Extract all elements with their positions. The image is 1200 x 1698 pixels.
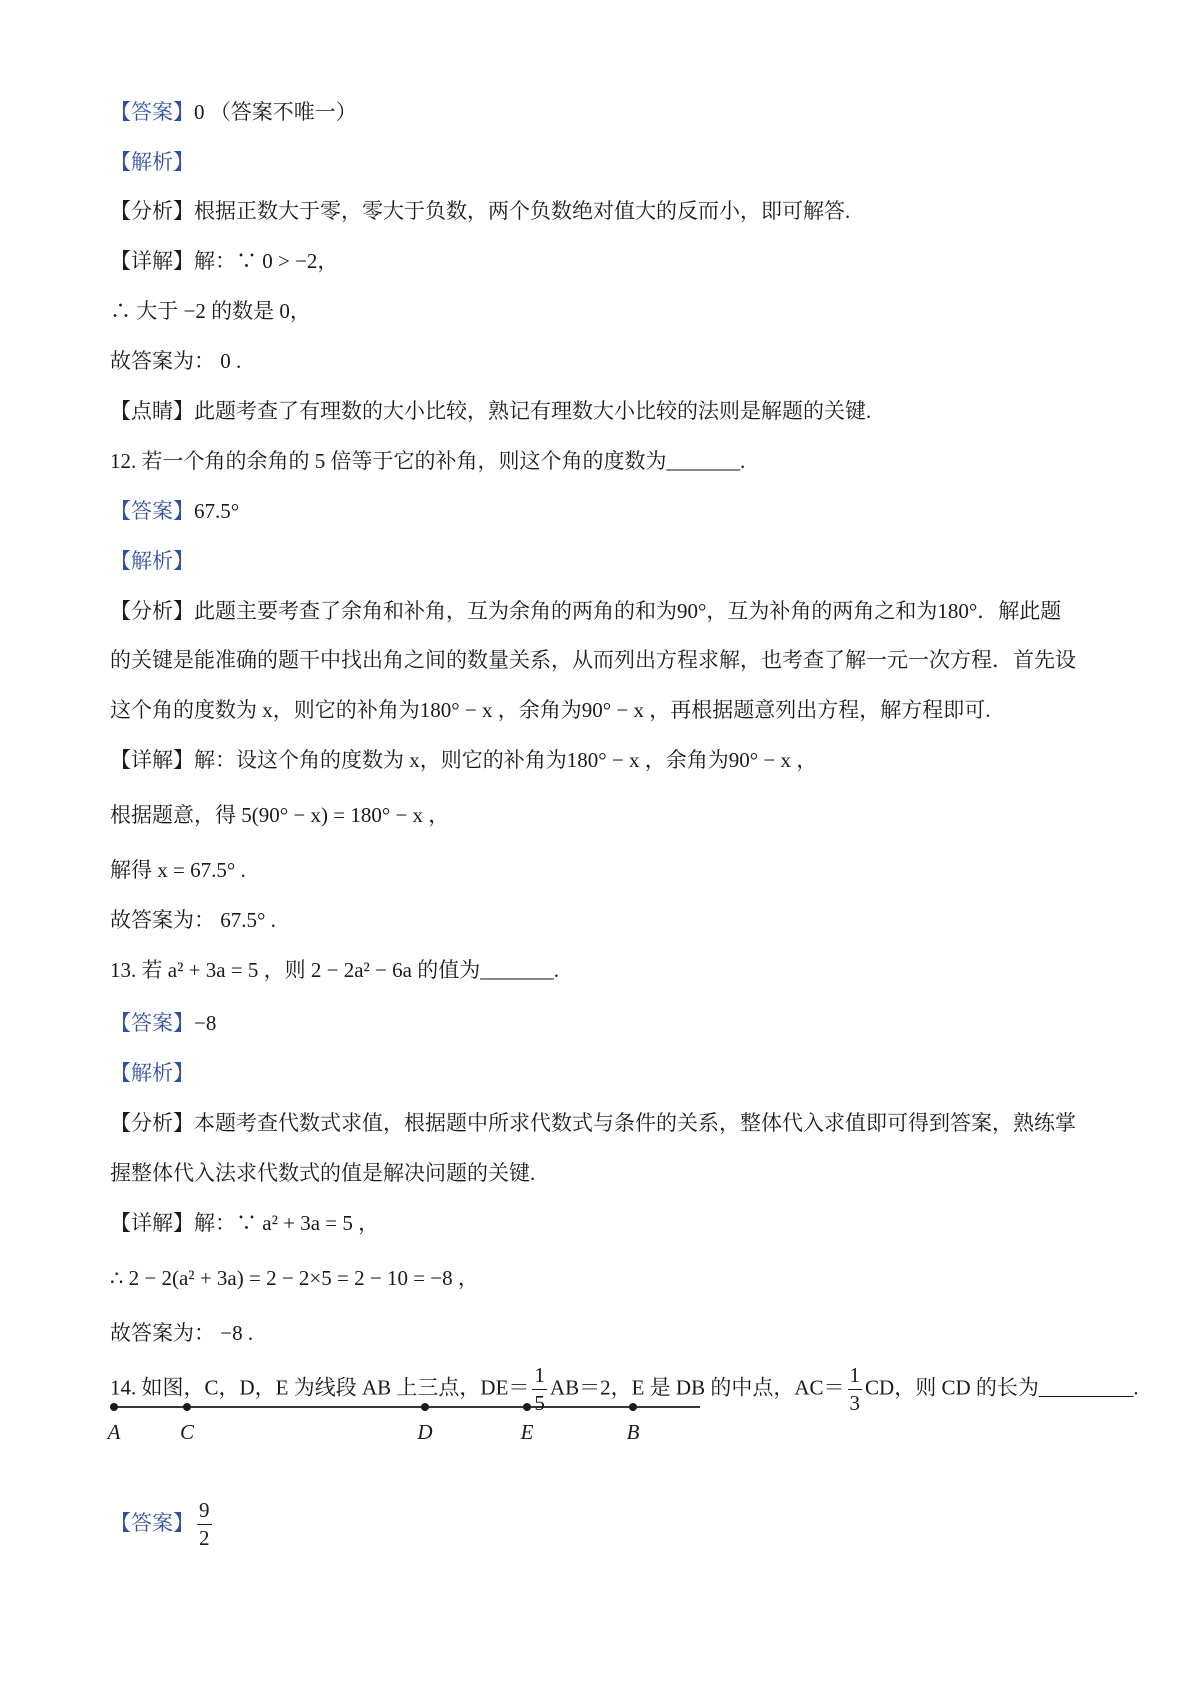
- section-tag: 【答案】: [110, 100, 194, 124]
- line-text: ∴ 2 − 2(a² + 3a) = 2 − 2×5 = 2 − 10 = −8 ，: [110, 1266, 479, 1290]
- text-line: [110, 296, 311, 326]
- text-line: [110, 496, 239, 526]
- text-line: [110, 97, 357, 127]
- text-line: [110, 1108, 1076, 1138]
- text-line: [110, 596, 1061, 626]
- line-text: 故答案为： −8 .: [110, 1321, 254, 1345]
- point-a-label: A: [107, 1420, 121, 1444]
- text-line: [110, 695, 990, 725]
- line-text: 【详解】解：∵ a² + 3a = 5 ，: [110, 1211, 380, 1235]
- point-d-label: D: [417, 1420, 433, 1444]
- point-e-dot: [523, 1403, 531, 1411]
- line-text: 【分析】根据正数大于零，零大于负数，两个负数绝对值大的反而小，即可解答.: [110, 199, 851, 223]
- answer-14: [110, 1500, 215, 1549]
- segment-diagram: [100, 1395, 700, 1455]
- line-text: 0 （答案不唯一）: [194, 100, 357, 124]
- line-text: 握整体代入法求代数式的值是解决问题的关键.: [110, 1161, 536, 1185]
- point-b-dot: [629, 1403, 637, 1411]
- text-line: [110, 1263, 479, 1293]
- text-line: [110, 196, 850, 226]
- text-line: [110, 1158, 535, 1188]
- section-tag: 【答案】: [110, 1011, 194, 1035]
- text-line: [110, 800, 449, 830]
- line-text: 12. 若一个角的余角的 5 倍等于它的补角，则这个角的度数为_______.: [110, 449, 746, 473]
- text-line: [110, 446, 745, 476]
- text-line: [110, 246, 338, 276]
- text-line: [110, 147, 194, 177]
- text-line: [110, 1208, 379, 1238]
- fraction-numerator: 1: [848, 1365, 863, 1390]
- text-line: [110, 1008, 216, 1038]
- text-line: [110, 396, 871, 426]
- point-c-label: C: [179, 1420, 195, 1444]
- text-line: [110, 546, 194, 576]
- answer-tag: 【答案】: [110, 1511, 194, 1535]
- point-b-label: B: [626, 1420, 640, 1444]
- text-line: [110, 905, 276, 935]
- fraction-denominator: 2: [199, 1526, 210, 1550]
- section-tag: 【答案】: [110, 499, 194, 523]
- line-text: 【详解】解：∵ 0 > −2，: [110, 249, 339, 273]
- line-text: 的关键是能准确的题干中找出角之间的数量关系，从而列出方程求解，也考查了解一元一次方程．首先设: [110, 648, 1076, 672]
- point-a-dot: [110, 1403, 118, 1411]
- line-text: 【点睛】此题考查了有理数的大小比较，熟记有理数大小比较的法则是解题的关键.: [110, 399, 872, 423]
- point-c-dot: [183, 1403, 191, 1411]
- fraction-one-third: [848, 1365, 863, 1414]
- line-text: 67.5°: [194, 499, 240, 523]
- fraction-numerator: 1: [532, 1365, 547, 1390]
- section-tag: 【解析】: [110, 150, 194, 174]
- text-line: [110, 1318, 253, 1348]
- text-line: [110, 1058, 194, 1088]
- text-line: [110, 645, 1076, 675]
- text-line: [110, 745, 817, 775]
- section-tag: 【解析】: [110, 1061, 194, 1085]
- text-line: [110, 346, 241, 376]
- line-text: 这个角的度数为 x，则它的补角为180° − x ，余角为90° − x ，再根据题意列出方程，解方程即可.: [110, 698, 991, 722]
- line-text: ∴ 大于 −2 的数是 0，: [110, 299, 311, 323]
- line-text: 【分析】本题考查代数式求值，根据题中所求代数式与条件的关系，整体代入求值即可得到答案，熟练掌: [110, 1111, 1076, 1135]
- fraction-nine-halves: [197, 1500, 212, 1549]
- point-e-label: E: [520, 1420, 534, 1444]
- line-text: −8: [194, 1011, 217, 1035]
- line-text: 【详解】解：设这个角的度数为 x，则它的补角为180° − x ，余角为90° − x ，: [110, 748, 818, 772]
- fraction-denominator: 5: [534, 1391, 545, 1415]
- text-line: [110, 855, 246, 885]
- line-text: 故答案为： 0 .: [110, 349, 242, 373]
- line-text: 13. 若 a² + 3a = 5 ，则 2 − 2a² − 6a 的值为_______.: [110, 958, 559, 982]
- line-text: 解得 x = 67.5° .: [110, 858, 246, 882]
- question-14-part-c: CD，则 CD 的长为_________.: [865, 1375, 1139, 1400]
- text-line: [110, 955, 559, 985]
- line-text: 根据题意，得 5(90° − x) = 180° − x ，: [110, 803, 450, 827]
- fraction-denominator: 3: [849, 1391, 861, 1415]
- fraction-numerator: 9: [197, 1500, 212, 1525]
- question-14-part-b: AB＝2，E 是 DB 的中点，AC＝: [549, 1375, 845, 1400]
- line-text: 故答案为： 67.5° .: [110, 908, 276, 932]
- section-tag: 【解析】: [110, 549, 194, 573]
- point-d-dot: [421, 1403, 429, 1411]
- question-14-part-a: 14. 如图，C，D，E 为线段 AB 上三点，DE＝: [110, 1375, 530, 1400]
- line-text: 【分析】此题主要考查了余角和补角，互为余角的两角的和为90°，互为补角的两角之和为180°．解此题: [110, 599, 1062, 623]
